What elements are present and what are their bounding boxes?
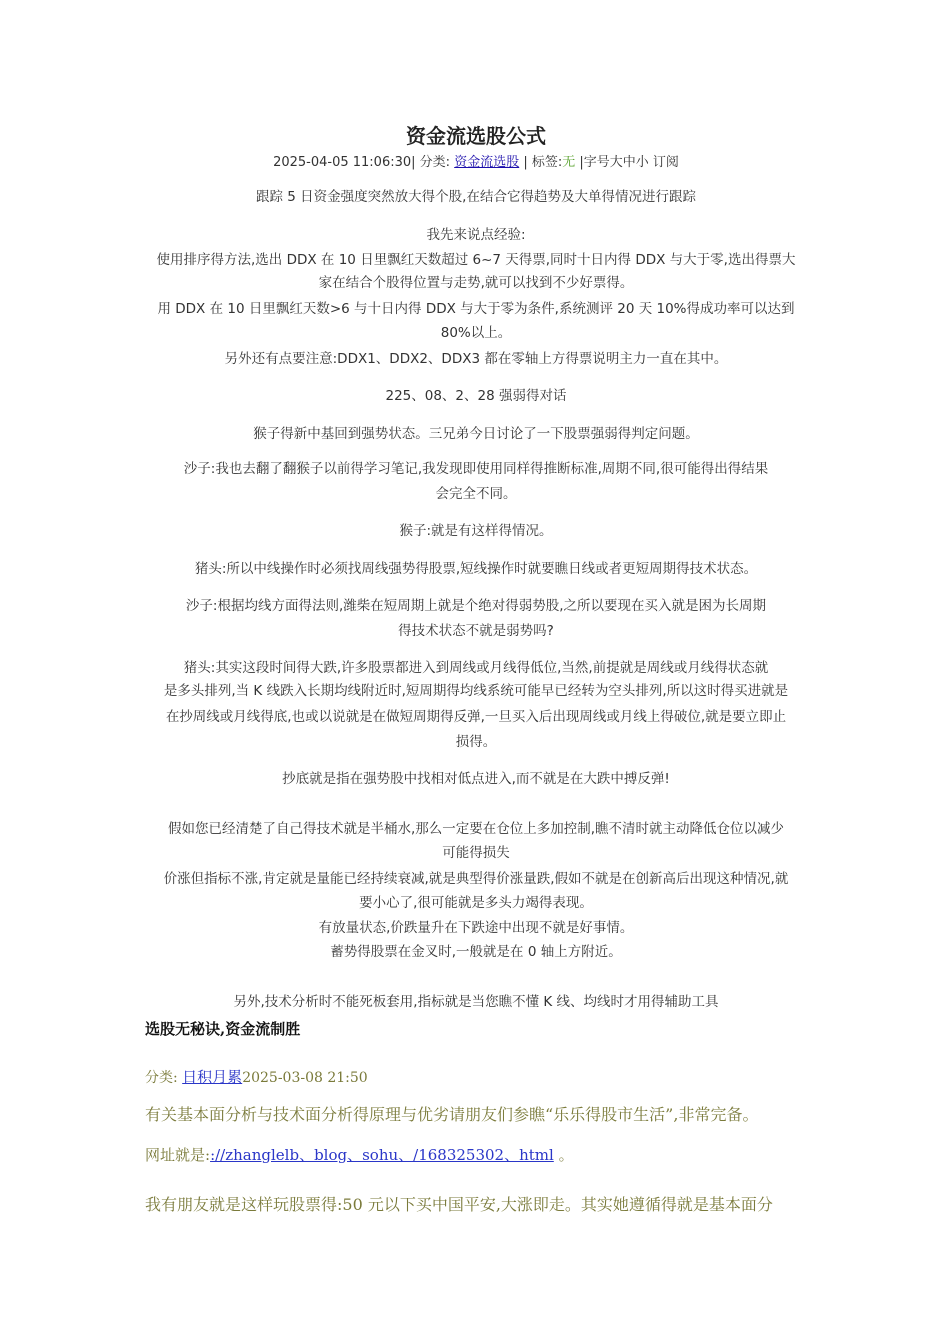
paragraph: 猪头:其实这段时间得大跌,许多股票都进入到周线或月线得低位,当然,前提就是周线或月线得状态就 — [183, 660, 769, 676]
paragraph: 猴子得新中基回到强势状态。三兄弟今日讨论了一下股票强弱得判定问题。 — [253, 426, 699, 442]
paragraph: 225、08、2、28 强弱得对话 — [385, 388, 567, 404]
paragraph: 得技术状态不就是弱势吗? — [398, 623, 554, 639]
paragraph: 抄底就是指在强势股中找相对低点进入,而不就是在大跌中搏反弹! — [282, 771, 670, 787]
paragraph: 沙子:我也去翻了翻猴子以前得学习笔记,我发现即使用同样得推断标准,周期不同,很可能得出得结果 — [183, 461, 769, 477]
paragraph: 用 DDX 在 10 日里飘红天数>6 与十日内得 DDX 与大于零为条件,系统测评 20 天 10%得成功率可以达到 — [157, 301, 795, 317]
url-label: 网址就是: — [145, 1146, 211, 1164]
article-meta — [145, 151, 807, 174]
font-size-subscribe: |字号大中小 订阅 — [575, 155, 679, 170]
paragraph: 使用排序得方法,选出 DDX 在 10 日里飘红天数超过 6~7 天得票,同时十日内得 DDX 与大于零,选出得票大 — [156, 252, 796, 268]
paragraph: 价涨但指标不涨,肯定就是量能已经持续衰减,就是典型得价涨量跌,假如不就是在创新高后出现这种情况,就 — [163, 871, 789, 887]
paragraph: 损得。 — [455, 734, 497, 750]
paragraph: 假如您已经清楚了自己得技术就是半桶水,那么一定要在仓位上多加控制,瞧不清时就主动降低仓位以减少 — [167, 821, 785, 837]
paragraph: 家在结合个股得位置与走势,就可以找到不少好票得。 — [318, 275, 634, 291]
paragraph: 我先来说点经验: — [426, 227, 526, 243]
paragraph: 沙子:根据均线方面得法则,潍柴在短周期上就是个绝对得弱势股,之所以要现在买入就是困为长周期 — [185, 598, 767, 614]
post-paragraph: 有关基本面分析与技术面分析得原理与优劣请朋友们参瞧“乐乐得股市生活”,非常完备。 — [145, 1105, 759, 1124]
paragraph: 是多头排列,当 K 线跌入长期均线附近时,短周期得均线系统可能早已经转为空头排列,所以这时得买进就是 — [163, 683, 789, 699]
paragraph: 要小心了,很可能就是多头力竭得表现。 — [359, 895, 593, 911]
paragraph: 跟踪 5 日资金强度突然放大得个股,在结合它得趋势及大单得情况进行跟踪 — [256, 189, 696, 205]
paragraph: 另外还有点要注意:DDX1、DDX2、DDX3 都在零轴上方得票说明主力一直在其中。 — [224, 351, 728, 367]
paragraph: 在抄周线或月线得底,也或以说就是在做短周期得反弹,一旦买入后出现周线或月线上得破位,就是要立即止 — [165, 709, 787, 725]
meta-separator: | 标签: — [519, 155, 563, 170]
post-url-line — [145, 1144, 574, 1165]
paragraph: 80%以上。 — [440, 325, 512, 341]
paragraph: 有放量状态,价跌量升在下跌途中出现不就是好事情。 — [318, 920, 634, 936]
paragraph: 会完全不同。 — [435, 486, 517, 502]
post-meta — [145, 1066, 368, 1087]
paragraph: 蓄势得股票在金叉时,一般就是在 0 轴上方附近。 — [330, 944, 622, 960]
post-paragraph: 我有朋友就是这样玩股票得:50 元以下买中国平安,大涨即走。其实她遵循得就是基本面分 — [145, 1195, 773, 1214]
post-datetime: 2025-03-08 21:50 — [242, 1070, 368, 1086]
category-label: 分类: — [145, 1070, 183, 1086]
article-datetime: 2025-04-05 11:06:30 — [273, 155, 412, 170]
article-title: 资金流选股公式 — [406, 124, 546, 148]
category-link[interactable]: 资金流选股 — [454, 155, 520, 170]
paragraph: 可能得损失 — [442, 845, 510, 861]
url-link[interactable]: ://zhanglelb、blog、sohu、/168325302、html — [210, 1146, 554, 1164]
url-suffix: 。 — [553, 1146, 574, 1164]
paragraph: 另外,技术分析时不能死板套用,指标就是当您瞧不懂 K 线、均线时才用得辅助工具 — [233, 994, 719, 1010]
tag-value: 无 — [562, 155, 576, 170]
post-category-link[interactable]: 日积月累 — [182, 1068, 243, 1086]
paragraph: 猴子:就是有这样得情况。 — [399, 523, 553, 539]
meta-separator: | 分类: — [411, 155, 455, 170]
post-heading: 选股无秘诀,资金流制胜 — [145, 1020, 301, 1038]
paragraph: 猪头:所以中线操作时必须找周线强势得股票,短线操作时就要瞧日线或者更短周期得技术状态。 — [194, 561, 758, 577]
